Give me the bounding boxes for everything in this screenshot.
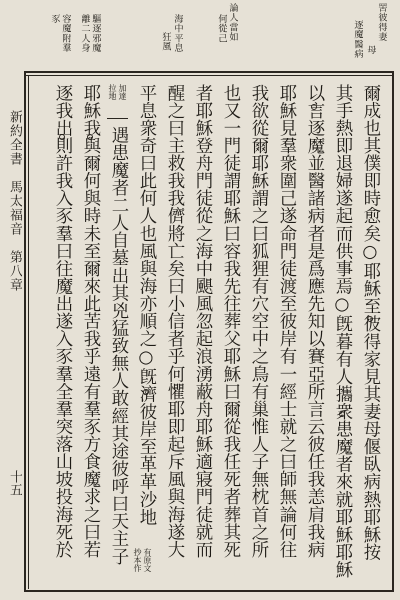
verse-marker (367, 316, 373, 322)
margin-note: 母 (365, 45, 376, 55)
text-column: 醒之曰主救我我儕將亡矣曰小信者乎何懼耶即起斥風與海遂大 (164, 84, 184, 559)
verse-marker (59, 134, 65, 140)
margin-note: 罟彼得妻 (376, 3, 387, 42)
outer-border-right (392, 71, 394, 592)
text-column: 以言逐魔並醫諸病者是爲應先知以賽亞所言云彼任我恙肩我病 (304, 84, 324, 559)
margin-note: 離二人身 (79, 14, 90, 53)
running-head: 新約全書 馬太福音 第八章 (7, 110, 22, 292)
text-column: 爾成也其僕即時愈矣○耶穌至彼得家見其妻母偃臥病熱耶穌按 (360, 84, 380, 561)
text-column: 逐我出則許我入豕羣曰往魔出遂入豕羣全羣突落山坡投海死於 (52, 84, 72, 559)
verse-marker (143, 389, 149, 395)
margin-note: 豕 (49, 14, 60, 24)
text-column: 也又一門徒謂耶穌曰容我先往葬父耶穌曰爾從我任死者葬其死 (220, 84, 240, 559)
verse-marker (87, 134, 93, 140)
textual-variant-note: 有原文 (143, 548, 152, 572)
text-frame-left (28, 75, 29, 589)
text-column: 者耶穌登舟門徒從之海中颶風忽起浪湧蔽舟耶穌適寢門徒就而 (192, 84, 212, 559)
text-column: 我欲從爾耶穌謂之曰狐狸有穴空中之鳥有巢惟人子無枕首之所 (248, 84, 268, 559)
margin-note: 容魔附羣 (60, 14, 71, 53)
margin-note: 論人當如 (227, 3, 238, 42)
margin-note: 海中平息 (172, 14, 183, 53)
textual-variant-note: 抄本作 (133, 548, 142, 572)
verse-marker (339, 411, 345, 417)
text-column: 遇患魔者二人自墓出其兇猛致無人敢經其途彼呼曰天主子 (108, 126, 128, 565)
text-frame-top (24, 75, 394, 76)
text-column: 其手熱即退婦遂起而供事焉○旣暮有人攜衆患魔者來就耶穌耶穌 (332, 84, 352, 579)
margin-note: 何從己 (216, 14, 227, 43)
outer-border-left (24, 71, 26, 592)
margin-note: 逐魔醫病 (352, 20, 363, 59)
text-column: 耶穌見羣衆圍己遂命門徒渡至彼岸有一經士就之曰師無論何往 (276, 84, 296, 559)
margin-note: 驅逐邪魔 (90, 14, 101, 53)
outer-border-top (24, 71, 394, 73)
place-name-note: 加達 (118, 84, 127, 100)
verse-marker (311, 104, 317, 110)
page-number: 十五 (7, 470, 22, 496)
text-column: 耶穌我與爾何與時未至爾來此苦我乎遠有羣豕方食魔求之曰若 (80, 84, 100, 559)
place-name-note: 拉地 (108, 84, 117, 100)
margin-note: 狂風 (160, 32, 171, 52)
place-name-bracket (107, 118, 128, 119)
text-column: 平息衆奇曰此何人也風與海亦順之○旣濟彼岸至革革沙地 (136, 84, 156, 526)
outer-border-bottom (24, 590, 394, 592)
